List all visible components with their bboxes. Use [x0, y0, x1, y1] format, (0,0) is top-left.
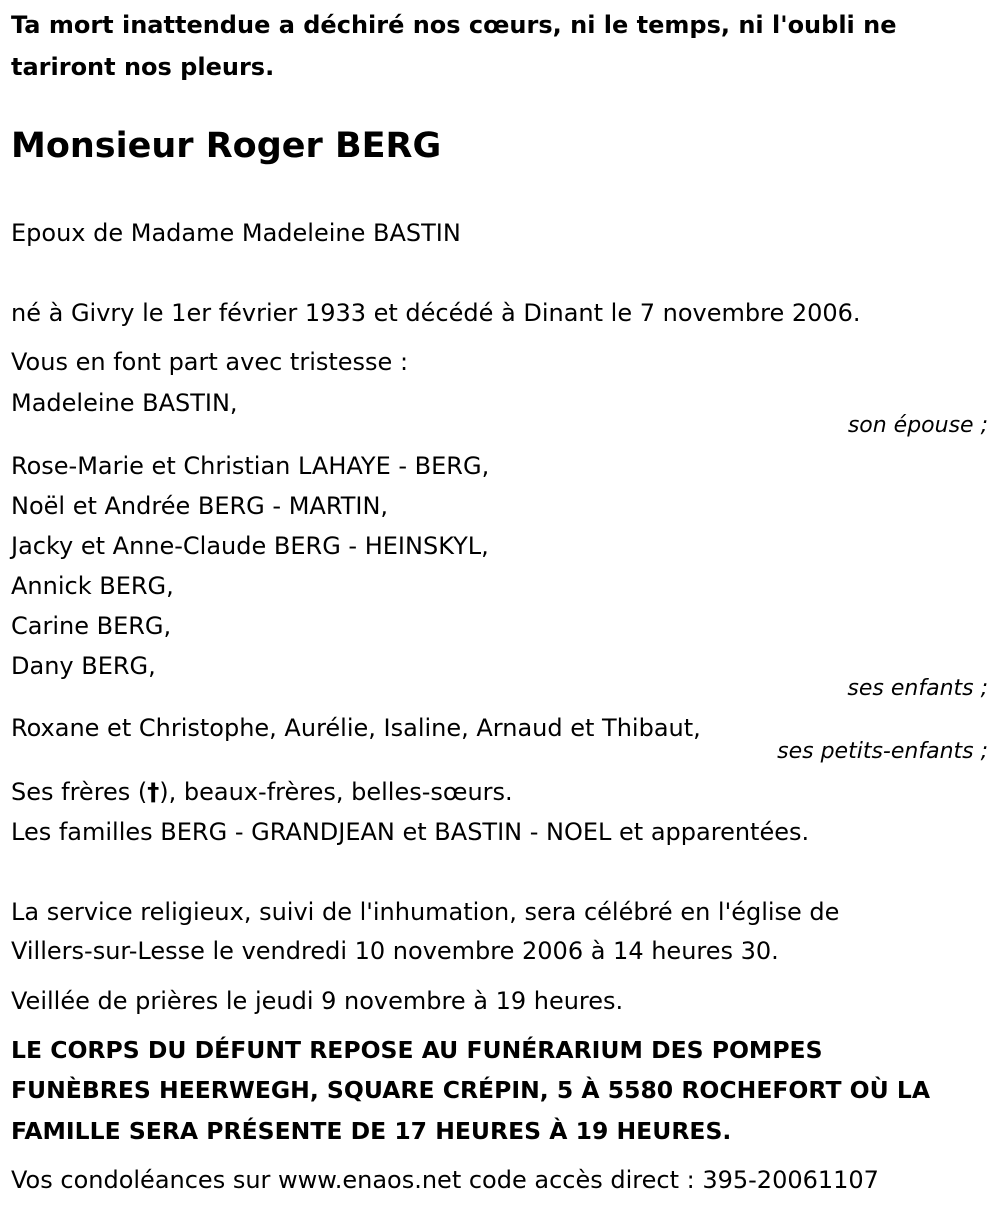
funerarium-line-3: FAMILLE SERA PRÉSENTE DE 17 HEURES À 19 HEURES.	[11, 1117, 732, 1145]
children-role: ses enfants ;	[847, 676, 988, 701]
deceased-name: Monsieur Roger BERG	[11, 126, 442, 166]
child-line: Carine BERG,	[11, 612, 172, 640]
cross-icon: †	[147, 778, 160, 806]
families-line: Les familles BERG - GRANDJEAN et BASTIN - NOEL et apparentées.	[11, 818, 810, 846]
siblings-suffix: ), beaux-frères, belles-sœurs.	[159, 778, 513, 806]
child-line: Rose-Marie et Christian LAHAYE - BERG,	[11, 452, 490, 480]
condolences-line: Vos condoléances sur www.enaos.net code accès direct : 395-20061107	[11, 1166, 879, 1194]
grandchildren-role: ses petits-enfants ;	[777, 739, 988, 764]
siblings-prefix: Ses frères (	[11, 778, 148, 806]
spouse-name: Madeleine BASTIN,	[11, 389, 238, 417]
service-line-2: Villers-sur-Lesse le vendredi 10 novembre 2006 à 14 heures 30.	[11, 937, 779, 965]
epitaph-line-1: Ta mort inattendue a déchiré nos cœurs, ni le temps, ni l'oubli ne	[11, 11, 897, 39]
announcement-intro: Vous en font part avec tristesse :	[11, 348, 409, 376]
epitaph-line-2: tariront nos pleurs.	[11, 53, 275, 81]
service-line-1: La service religieux, suivi de l'inhumation, sera célébré en l'église de	[11, 898, 840, 926]
obituary-notice	[11, 0, 990, 1211]
spouse-role: son épouse ;	[847, 413, 988, 438]
vigil-line: Veillée de prières le jeudi 9 novembre à 19 heures.	[11, 987, 624, 1015]
grandchildren-line: Roxane et Christophe, Aurélie, Isaline, Arnaud et Thibaut,	[11, 714, 701, 742]
spouse-line: Epoux de Madame Madeleine BASTIN	[11, 219, 461, 247]
child-line: Jacky et Anne-Claude BERG - HEINSKYL,	[11, 532, 489, 560]
siblings-line	[11, 777, 513, 807]
birth-death-line: né à Givry le 1er février 1933 et décédé à Dinant le 7 novembre 2006.	[11, 299, 861, 327]
funerarium-line-1: LE CORPS DU DÉFUNT REPOSE AU FUNÉRARIUM DES POMPES	[11, 1036, 823, 1064]
funerarium-line-2: FUNÈBRES HEERWEGH, SQUARE CRÉPIN, 5 À 5580 ROCHEFORT OÙ LA	[11, 1076, 931, 1104]
child-line: Dany BERG,	[11, 652, 156, 680]
child-line: Noël et Andrée BERG - MARTIN,	[11, 492, 389, 520]
child-line: Annick BERG,	[11, 572, 174, 600]
